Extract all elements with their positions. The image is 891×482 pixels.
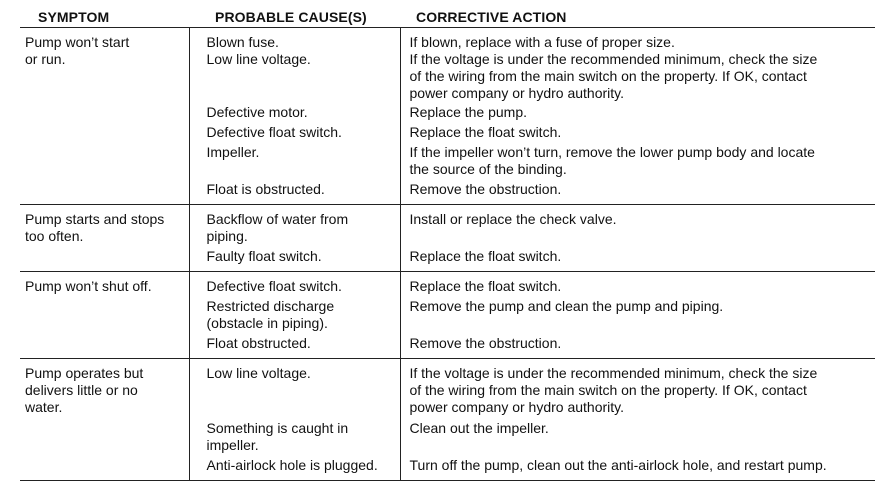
cause-cell (189, 28, 400, 205)
corrective-action (401, 144, 876, 178)
symptom-text: Pump won’t shut off. (25, 278, 152, 294)
cause-cell (189, 359, 400, 481)
action-text: power company or hydro authority. (409, 85, 625, 101)
cause-text: Blown fuse. (206, 34, 279, 50)
cause-text: Defective motor. (206, 104, 308, 120)
table-row (20, 205, 875, 272)
action-text: Replace the float switch. (409, 278, 562, 294)
symptom-cell (20, 205, 189, 272)
action-text: If blown, replace with a fuse of proper size. (409, 34, 675, 50)
corrective-action (401, 211, 876, 245)
header-symptom: SYMPTOM (20, 7, 189, 28)
action-text: of the wiring from the main switch on the property. If OK, contact (409, 68, 807, 84)
cause-text: Float obstructed. (206, 335, 311, 351)
corrective-action (401, 104, 876, 121)
action-cell (400, 28, 875, 205)
action-cell (400, 205, 875, 272)
cause-cell (189, 272, 400, 359)
symptom-text: Pump won’t start (25, 34, 130, 50)
probable-cause (190, 124, 400, 141)
troubleshooting-table (20, 7, 875, 481)
cause-text: Impeller. (206, 144, 260, 160)
action-text: If the voltage is under the recommended minimum, check the size (409, 365, 818, 381)
probable-cause (190, 420, 400, 454)
probable-cause (190, 181, 400, 198)
action-text: If the voltage is under the recommended minimum, check the size (409, 51, 818, 67)
corrective-action (401, 365, 876, 416)
action-text: Clean out the impeller. (409, 420, 549, 436)
action-text: of the wiring from the main switch on the property. If OK, contact (409, 382, 807, 398)
cause-text: Backflow of water from (206, 211, 349, 227)
cause-text: Something is caught in (206, 420, 349, 436)
symptom-text: or run. (25, 51, 66, 67)
probable-cause (190, 144, 400, 178)
corrective-action (401, 124, 876, 141)
corrective-action (401, 335, 876, 352)
header-row (20, 7, 875, 28)
probable-cause (190, 248, 400, 265)
symptom-text: water. (25, 399, 63, 415)
action-text: Turn off the pump, clean out the anti-airlock hole, and restart pump. (409, 457, 827, 473)
table-header (20, 7, 875, 28)
corrective-action (401, 298, 876, 332)
action-text: power company or hydro authority. (409, 399, 625, 415)
probable-cause (190, 278, 400, 295)
cause-text: Low line voltage. (206, 365, 311, 381)
cause-text: Faulty float switch. (206, 248, 322, 264)
action-text: Install or replace the check valve. (409, 211, 617, 227)
table-row (20, 359, 875, 481)
probable-cause (190, 365, 400, 416)
action-cell (400, 359, 875, 481)
probable-cause (190, 457, 400, 474)
symptom-cell (20, 28, 189, 205)
cause-text: piping. (206, 228, 248, 244)
cause-text: Defective float switch. (206, 124, 342, 140)
symptom-text: Pump operates but (25, 365, 144, 381)
symptom-text: Pump starts and stops (25, 211, 165, 227)
action-text: Remove the obstruction. (409, 181, 562, 197)
cause-text: Restricted discharge (206, 298, 335, 314)
probable-cause (190, 335, 400, 352)
table-row (20, 28, 875, 205)
corrective-action (401, 457, 876, 474)
corrective-action (401, 278, 876, 295)
probable-cause (190, 34, 400, 51)
cause-text: (obstacle in piping). (206, 315, 328, 331)
symptom-cell (20, 359, 189, 481)
action-text: Replace the float switch. (409, 124, 562, 140)
cause-text: Low line voltage. (206, 51, 311, 67)
table-row (20, 272, 875, 359)
symptom-text: delivers little or no (25, 382, 138, 398)
probable-cause (190, 298, 400, 332)
action-text: the source of the binding. (409, 161, 567, 177)
cause-text: Anti-airlock hole is plugged. (206, 457, 378, 473)
action-text: Replace the pump. (409, 104, 528, 120)
corrective-action (401, 420, 876, 454)
cause-text: Float is obstructed. (206, 181, 325, 197)
corrective-action (401, 34, 876, 51)
probable-cause (190, 51, 400, 102)
probable-cause (190, 211, 400, 245)
corrective-action (401, 248, 876, 265)
action-text: Replace the float switch. (409, 248, 562, 264)
action-cell (400, 272, 875, 359)
action-text: Remove the pump and clean the pump and piping. (409, 298, 724, 314)
symptom-cell (20, 272, 189, 359)
corrective-action (401, 181, 876, 198)
corrective-action (401, 51, 876, 102)
cause-text: impeller. (206, 437, 259, 453)
header-corrective-action: CORRECTIVE ACTION (400, 7, 875, 28)
action-text: Remove the obstruction. (409, 335, 562, 351)
probable-cause (190, 104, 400, 121)
symptom-text: too often. (25, 228, 84, 244)
action-text: If the impeller won’t turn, remove the lower pump body and locate (409, 144, 815, 160)
table-body (20, 28, 875, 481)
header-probable-causes: PROBABLE CAUSE(S) (189, 7, 400, 28)
cause-cell (189, 205, 400, 272)
cause-text: Defective float switch. (206, 278, 342, 294)
